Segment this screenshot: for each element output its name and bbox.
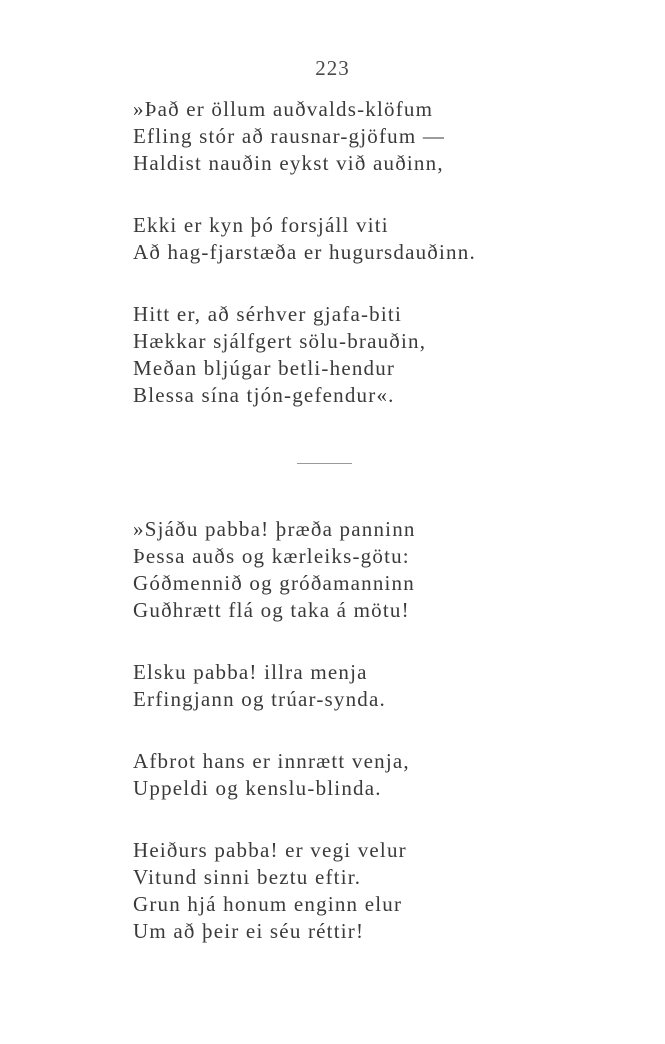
verse-line: Elsku pabba! illra menja [133,660,368,684]
verse-line: Góðmennið og gróðamanninn [133,571,415,595]
verse-line: Um að þeir ei séu réttir! [133,919,365,943]
verse-line: Guðhrætt flá og taka á mötu! [133,598,410,622]
verse-line: Meðan bljúgar betli-hendur [133,356,396,380]
verse-line: Efling stór að rausnar-gjöfum — [133,124,446,148]
verse-line: Grun hjá honum enginn elur [133,892,403,916]
verse-line: Afbrot hans er innrætt venja, [133,749,410,773]
verse-line: Haldist nauðin eykst við auðinn, [133,151,444,175]
verse-line: Heiðurs pabba! er vegi velur [133,838,407,862]
stanza-7 [133,837,613,945]
stanza-3 [133,301,613,409]
stanza-5 [133,659,613,713]
stanza-4 [133,516,613,624]
verse-line: Hækkar sjálfgert sölu-brauðin, [133,329,427,353]
verse-line: Hitt er, að sérhver gjafa-biti [133,302,402,326]
verse-line: Að hag-fjarstæða er hugursdauðinn. [133,240,476,264]
verse-line: Uppeldi og kenslu-blinda. [133,776,382,800]
stanza-2 [133,212,613,266]
verse-line: Erfingjann og trúar-synda. [133,687,386,711]
stanza-1 [133,96,613,177]
poem [133,96,613,945]
verse-line: »Sjáðu pabba! þræða panninn [133,517,416,541]
verse-line: Ekki er kyn þó forsjáll viti [133,213,389,237]
page-number: 223 [315,56,350,80]
verse-line: Vitund sinni beztu eftir. [133,865,362,889]
verse-line: Blessa sína tjón-gefendur«. [133,383,395,407]
verse-line: Þessa auðs og kærleiks-götu: [133,544,410,568]
section-divider [297,463,352,464]
verse-line: »Það er öllum auðvalds-klöfum [133,97,434,121]
stanza-6 [133,748,613,802]
